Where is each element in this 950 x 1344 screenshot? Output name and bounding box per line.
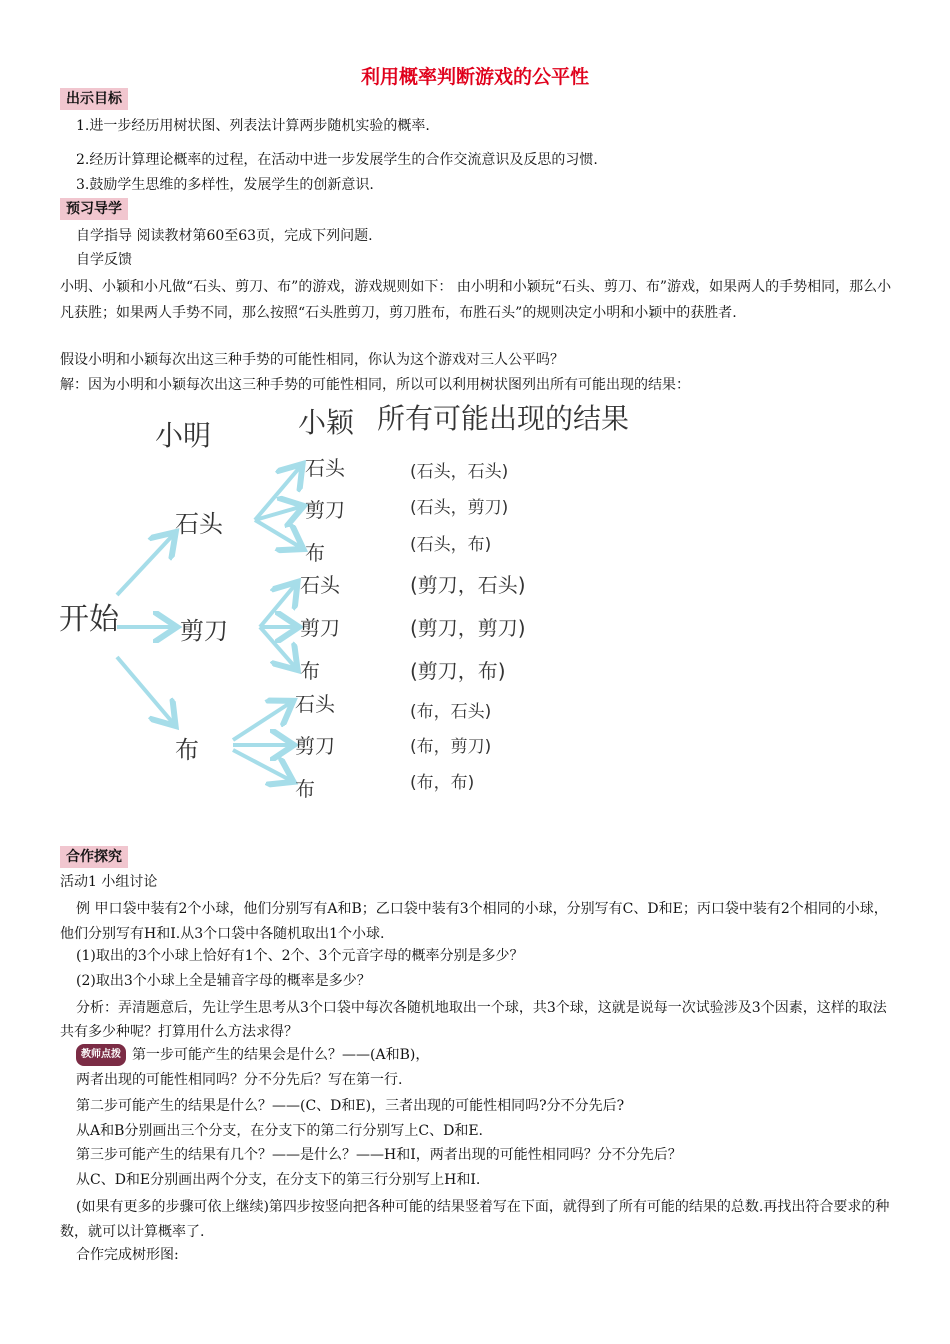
step-4: (如果有更多的步骤可依上继续)第四步按竖向把各种可能的结果竖着写在下面，就得到了所有可能的结果的总数.再找出符合要求的种数，就可以计算概率了. (60, 1199, 890, 1240)
preview-question: 假设小明和小颖每次出这三种手势的可能性相同，你认为这个游戏对三人公平吗？ (60, 352, 564, 368)
preview-rules-paragraph: 小明、小颖和小凡做“石头、剪刀、布”的游戏，游戏规则如下： 由小明和小颖玩“石头、剪刀、布”游戏，如果两人的手势相同，那么小凡获胜；如果两人手势不同，那么按照“石头胜剪刀，剪刀胜布，布胜石头”的规则决定小明和小颖中的获胜者. (60, 279, 892, 321)
tree-l1-shitou: 石头 (175, 510, 223, 538)
tree-result: (石头，石头) (410, 462, 509, 482)
tree-l2-node: 石头 (305, 456, 345, 480)
tree-result: (剪刀，剪刀) (410, 616, 526, 640)
section-preview-label: 预习导学 (60, 198, 128, 220)
tree-branch-arrow (233, 703, 290, 740)
tree-root-start: 开始 (59, 602, 119, 637)
step-2b: 从A和B分别画出三个分支，在分支下的第二行分别写上C、D和E. (76, 1123, 484, 1139)
page-title: 利用概率判断游戏的公平性 (360, 66, 589, 88)
tree-branch-arrow (117, 657, 173, 723)
tree-result: (剪刀，布) (410, 659, 506, 683)
tree-branch-arrow (233, 750, 290, 780)
preview-guide: 自学指导 阅读教材第60至63页，完成下列问题. (76, 228, 373, 244)
goal-2: 2.经历计算理论概率的过程，在活动中进一步发展学生的合作交流意识及反思的习惯. (76, 152, 598, 168)
tree-result: (布，石头) (410, 702, 492, 722)
tree-branch-arrow (255, 520, 300, 547)
preview-feedback: 自学反馈 (76, 252, 132, 268)
tree-result: (剪刀，石头) (410, 573, 526, 597)
step-2: 第二步可能产生的结果是什么？——(C、D和E)，三者出现的可能性相同吗?分不分先后? (76, 1098, 625, 1114)
step-3b: 从C、D和E分别画出两个分支，在分支下的第三行分别写上H和I. (76, 1172, 481, 1188)
tree-l2-node: 剪刀 (295, 734, 335, 758)
tree-header-xiaoying: 小颖 (298, 406, 355, 439)
tree-diagram (55, 395, 695, 815)
tree-l2-node: 剪刀 (305, 498, 345, 522)
tree-result: (布，剪刀) (410, 737, 492, 757)
section-goals-label: 出示目标 (60, 88, 128, 110)
step-1-line (76, 1044, 896, 1066)
tree-l2-node: 布 (295, 777, 315, 801)
finish-instruction: 合作完成树形图: (76, 1247, 179, 1263)
question-2: (2)取出3个小球上全是辅音字母的概率是多少？ (76, 973, 371, 989)
tree-result: (石头，布) (410, 535, 492, 555)
step-1-text: 第一步可能产生的结果会是什么？——(A和B)， (132, 1047, 430, 1063)
goal-3: 3.鼓励学生思维的多样性，发展学生的创新意识. (76, 177, 374, 193)
teacher-tip-badge: 教师点拨 (76, 1044, 126, 1066)
tree-l2-node: 布 (300, 659, 320, 683)
tree-l2-node: 剪刀 (300, 616, 340, 640)
step-1b: 两者出现的可能性相同吗？分不分先后？写在第一行. (76, 1072, 403, 1088)
tree-l1-bu: 布 (175, 736, 199, 764)
goal-1: 1.进一步经历用树状图、列表法计算两步随机实验的概率. (76, 118, 430, 134)
tree-header-results: 所有可能出现的结果 (377, 402, 630, 435)
tree-l2-node: 石头 (295, 692, 335, 716)
tree-branch-arrow (260, 585, 295, 627)
section-cooperate-label: 合作探究 (60, 846, 128, 868)
tree-l2-node: 布 (305, 541, 325, 565)
question-1: (1)取出的3个小球上恰好有1个、2个、3个元音字母的概率分别是多少？ (76, 948, 524, 964)
analysis-text: 分析：弄清题意后，先让学生思考从3个口袋中每次各随机地取出一个球，共3个球，这就是说每一次试验涉及3个因素，这样的取法共有多少种呢？打算用什么方法求得？ (60, 1000, 887, 1040)
tree-header-xiaoming: 小明 (155, 419, 212, 452)
tree-l1-jiandao: 剪刀 (180, 617, 228, 645)
tree-branch-arrow (117, 535, 173, 595)
tree-branch-arrow (260, 627, 295, 667)
tree-result: (石头，剪刀) (410, 498, 509, 518)
preview-solution: 解：因为小明和小颖每次出这三种手势的可能性相同，所以可以利用树状图列出所有可能出现的结果： (60, 377, 690, 393)
step-3: 第三步可能产生的结果有几个？——是什么？——H和I，两者出现的可能性相同吗？分不分先后？ (76, 1147, 682, 1163)
tree-l2-node: 石头 (300, 573, 340, 597)
activity-title: 活动1 小组讨论 (60, 874, 158, 890)
tree-result: (布，布) (410, 773, 475, 793)
example-text: 例 甲口袋中装有2个小球，他们分别写有A和B；乙口袋中装有3个相同的小球，分别写有C、D和E；丙口袋中装有2个相同的小球，他们分别写有H和I.从3个口袋中各随机取出1个小球. (60, 901, 888, 942)
